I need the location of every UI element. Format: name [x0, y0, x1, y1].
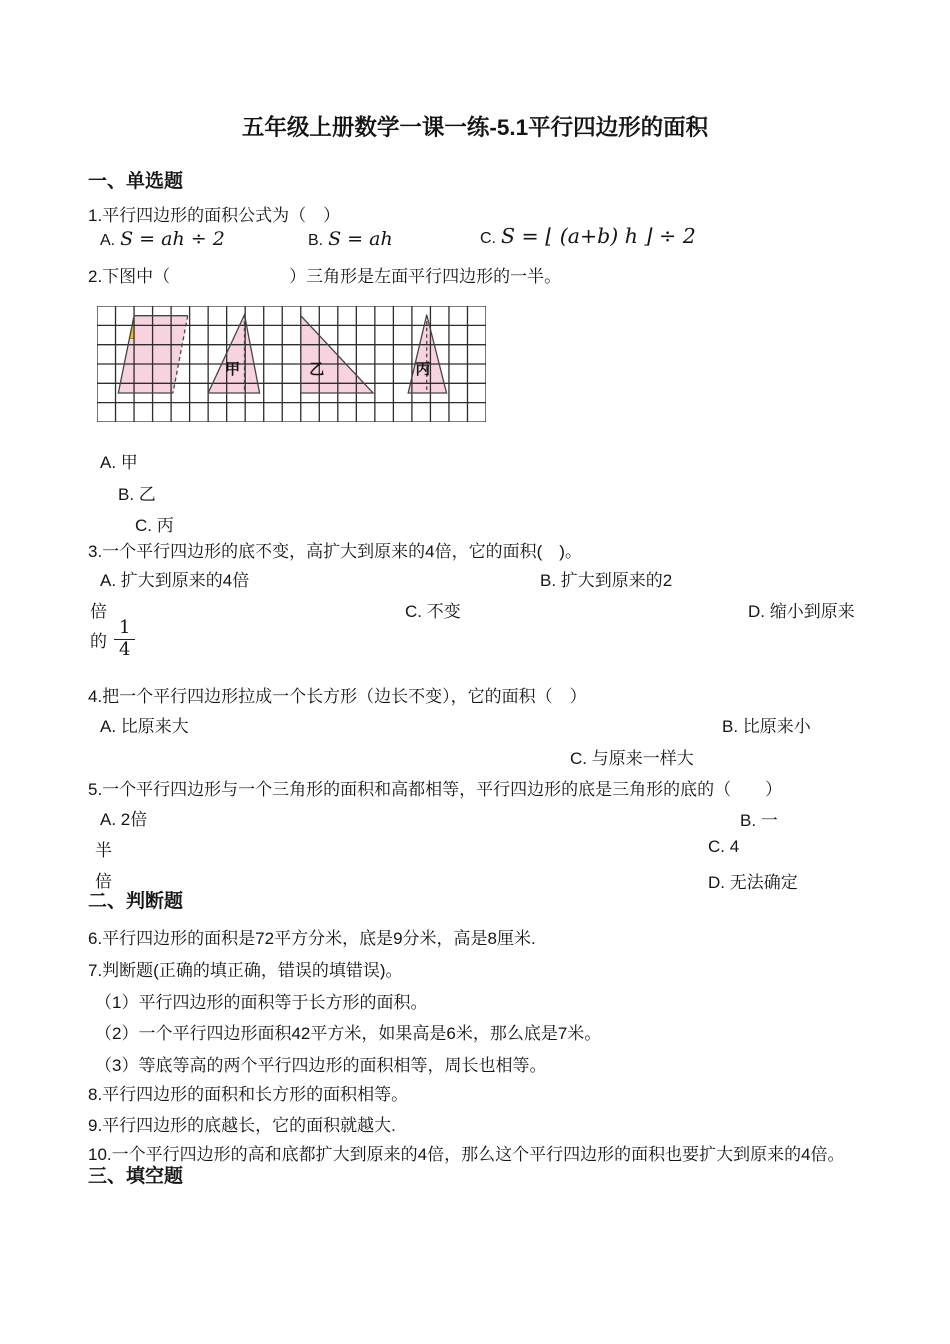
section-heading-true-false: 二、判断题	[88, 891, 184, 912]
option-label: B.	[308, 232, 324, 249]
question-5-option-c: C. 4	[708, 837, 740, 856]
question-3-option-d-cont	[90, 618, 135, 660]
label-bing: 丙	[415, 361, 431, 379]
question-1: 1.平行四边形的面积公式为（ ）	[88, 206, 341, 225]
question-7-sub-1: （1）平行四边形的面积等于长方形的面积。	[95, 993, 428, 1012]
question-9: 9.平行四边形的底越长，它的面积就越大.	[88, 1116, 396, 1135]
question-5-option-c-cont: 倍	[95, 872, 112, 891]
question-1-option-a	[100, 228, 225, 250]
question-4-option-a: A. 比原来大	[100, 717, 189, 736]
question-3-option-c: C. 不变	[405, 602, 461, 621]
question-3: 3.一个平行四边形的底不变，高扩大到原来的4倍，它的面积( )。	[88, 542, 582, 561]
question-3-option-d: D. 缩小到原来	[748, 602, 855, 621]
question-4-option-b: B. 比原来小	[722, 717, 811, 736]
fraction-denominator: 4	[119, 638, 131, 660]
section-heading-fill-blank: 三、填空题	[88, 1166, 184, 1187]
question-5-option-d: D. 无法确定	[708, 873, 798, 892]
question-4-option-c: C. 与原来一样大	[570, 749, 694, 768]
text-de: 的	[90, 631, 107, 651]
formula: S = ah ÷ 2	[120, 228, 225, 250]
label-jia: 甲	[225, 361, 241, 379]
fraction-one-fourth	[114, 618, 135, 660]
grid-figure	[97, 306, 486, 422]
question-1-option-c	[480, 224, 696, 248]
question-2-option-b: B. 乙	[118, 485, 156, 504]
question-2: 2.下图中（ ）三角形是左面平行四边形的一半。	[88, 267, 562, 286]
formula: S = ⌊ (a+b) h ⌋ ÷ 2	[501, 224, 696, 248]
question-1-option-b	[308, 228, 393, 250]
formula: S = ah	[328, 228, 393, 250]
question-2-option-c: C. 丙	[135, 516, 174, 535]
question-5-option-b: B. 一	[740, 811, 778, 830]
question-3-option-a: A. 扩大到原来的4倍	[100, 571, 250, 590]
question-6: 6.平行四边形的面积是72平方分米，底是9分米，高是8厘米.	[88, 929, 536, 948]
page-title: 五年级上册数学一课一练-5.1平行四边形的面积	[241, 115, 709, 140]
question-4: 4.把一个平行四边形拉成一个长方形（边长不变），它的面积（ ）	[88, 687, 587, 706]
option-label: C.	[480, 230, 496, 247]
question-3-option-b-cont: 倍	[90, 602, 107, 621]
question-5: 5.一个平行四边形与一个三角形的面积和高都相等，平行四边形的底是三角形的底的（ ）	[88, 780, 783, 799]
question-2-option-a: A. 甲	[100, 453, 138, 472]
question-8: 8.平行四边形的面积和长方形的面积相等。	[88, 1085, 409, 1104]
question-10: 10.一个平行四边形的高和底都扩大到原来的4倍，那么这个平行四边形的面积也要扩大到原来的4倍。	[88, 1145, 845, 1164]
label-yi: 乙	[309, 361, 325, 379]
question-7-sub-2: （2）一个平行四边形面积42平方米，如果高是6米，那么底是7米。	[95, 1024, 602, 1043]
section-heading-single-choice: 一、单选题	[88, 171, 184, 192]
question-5-option-b-cont: 半	[95, 841, 112, 860]
fraction-numerator: 1	[114, 618, 135, 640]
question-3-option-b: B. 扩大到原来的2	[540, 571, 673, 590]
question-5-option-a: A. 2倍	[100, 810, 148, 829]
question-7: 7.判断题(正确的填正确，错误的填错误)。	[88, 961, 403, 980]
option-label: A.	[100, 232, 116, 249]
question-7-sub-3: （3）等底等高的两个平行四边形的面积相等，周长也相等。	[95, 1056, 547, 1075]
